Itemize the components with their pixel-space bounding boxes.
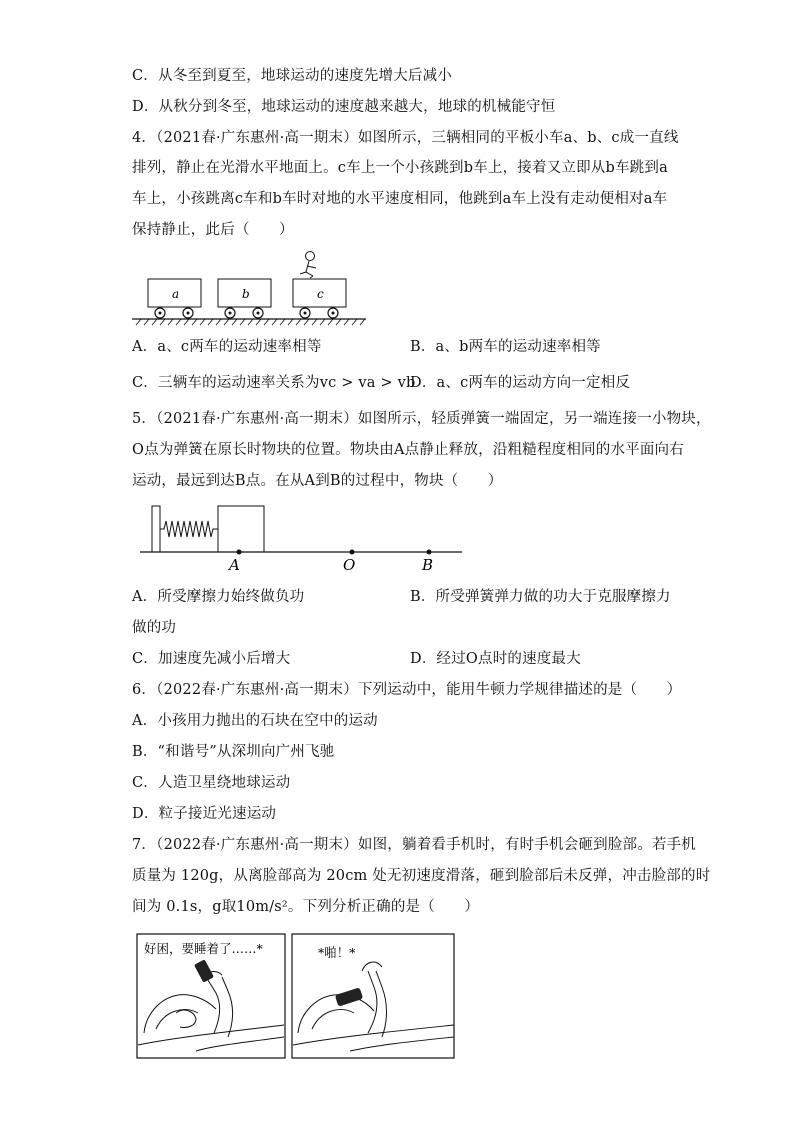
q5-stem-line2: O点为弹簧在原长时物块的位置。物块由A点静止释放，沿粗糙程度相同的水平面向右: [132, 442, 684, 458]
q5-stem-line1: 5．（2021春·广东惠州·高一期末）如图所示，轻质弹簧一端固定，另一端连接一小物块，: [132, 411, 711, 427]
panel-1-caption: 好困，要睡着了……*: [144, 941, 263, 956]
ground-hatch: [136, 319, 365, 325]
point-o-label: O: [343, 556, 356, 574]
q4-figure-carts: [130, 246, 370, 326]
cart-b-label: b: [242, 287, 250, 301]
q6-option-b: B．“和谐号”从深圳向广州飞驰: [132, 744, 335, 760]
point-a-label: A: [229, 556, 240, 574]
q6-option-c: C．人造卫星绕地球运动: [132, 775, 291, 791]
q4-option-b: B．a、b两车的运动速率相等: [410, 339, 601, 355]
q5-option-d: D．经过O点时的速度最大: [410, 651, 581, 667]
q3-option-c: C．从冬至到夏至，地球运动的速度先增大后减小: [132, 68, 452, 84]
point-b-label: B: [422, 556, 434, 574]
q6-option-a: A．小孩用力抛出的石块在空中的运动: [132, 713, 378, 729]
q5-option-a: A．所受摩擦力始终做负功: [132, 589, 305, 605]
q7-stem-line2: 质量为 120g，从离脸部高为 20cm 处无初速度滑落，砸到脸部后未反弹，冲击脸部的时: [132, 868, 711, 884]
q5-figure-spring: [138, 500, 468, 576]
q3-option-d: D．从秋分到冬至，地球运动的速度越来越大，地球的机械能守恒: [132, 99, 556, 115]
q5-option-b-cont: 做的功: [132, 620, 177, 636]
panel-2-caption: *啪！*: [318, 945, 356, 960]
q4-stem-line4: 保持静止，此后（ ）: [132, 222, 294, 238]
block-box: [218, 506, 264, 552]
q7-stem-line3: 间为 0.1s，g取10m/s²。下列分析正确的是（ ）: [132, 899, 480, 915]
q5-option-c: C．加速度先减小后增大: [132, 651, 291, 667]
cart-c-label: c: [317, 287, 324, 301]
q4-option-a: A．a、c两车的运动速率相等: [132, 339, 322, 355]
q4-stem-line1: 4．（2021春·广东惠州·高一期末）如图所示，三辆相同的平板小车a、b、c成一直线: [132, 130, 679, 146]
q7-stem-line1: 7．（2022春·广东惠州·高一期末）如图，躺着看手机时，有时手机会砸到脸部。若手机: [132, 837, 696, 853]
cart-a-label: a: [172, 287, 180, 301]
point-b-dot: [427, 550, 432, 555]
q7-figure-comic: [136, 933, 456, 1061]
q5-option-b: B．所受弹簧弹力做的功大于克服摩擦力: [410, 589, 671, 605]
q4-option-c: C．三辆车的运动速率关系为vc > va > vb: [132, 375, 416, 391]
wall-block: [152, 506, 160, 552]
spring-coil: [160, 521, 218, 537]
child-icon: [300, 252, 316, 279]
q6-option-d: D．粒子接近光速运动: [132, 806, 277, 822]
q4-option-d: D．a、c两车的运动方向一定相反: [410, 375, 631, 391]
wheels: [155, 308, 338, 318]
q4-stem-line2: 排列，静止在光滑水平地面上。c车上一个小孩跳到b车上，接着又立即从b车跳到a: [132, 160, 668, 176]
q6-stem: 6．（2022春·广东惠州·高一期末）下列运动中，能用牛顿力学规律描述的是（ ）: [132, 682, 682, 698]
q4-stem-line3: 车上，小孩跳离c车和b车时对地的水平速度相同，他跳到a车上没有走动便相对a车: [132, 191, 668, 207]
point-a-dot: [237, 550, 242, 555]
q5-stem-line3: 运动，最远到达B点。在从A到B的过程中，物块（ ）: [132, 473, 503, 489]
point-o-dot: [350, 550, 355, 555]
